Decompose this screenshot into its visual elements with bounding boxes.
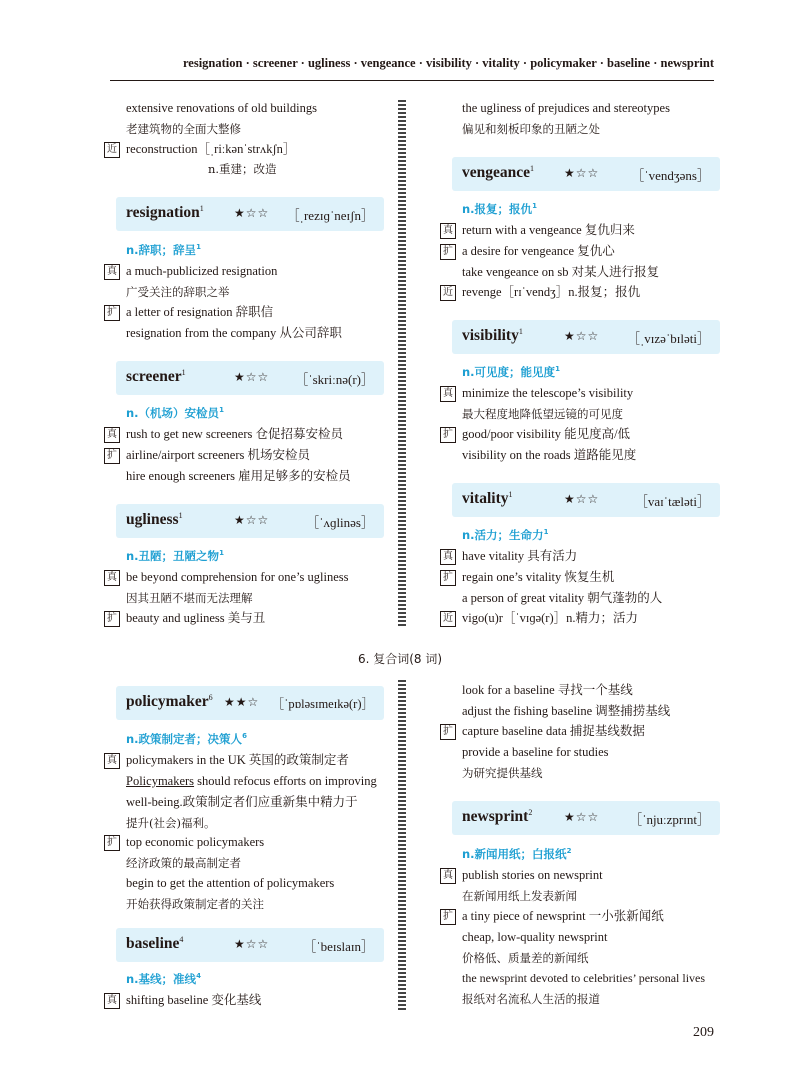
example-zh: 因其丑陋不堪而无法理解 [126,591,253,605]
header-rule [110,80,714,81]
tag-real: 真 [440,549,456,565]
headword: baseline$^4$ [126,935,184,953]
example-en: capture baseline data 捕捉基线数据 [462,724,645,738]
word-box-vengeance [452,157,720,191]
part-of-speech: n.（机场）安检员$^1$ [126,406,224,420]
tag-real: 真 [104,993,120,1009]
tag-extend: 扩 [440,909,456,925]
headword: ugliness$^1$ [126,511,183,529]
example-en: airline/airport screeners 机场安检员 [126,448,310,462]
example-en: adjust the fishing baseline 调整捕捞基线 [462,704,671,718]
word-box-newsprint [452,801,720,835]
example-zh: 老建筑物的全面大整修 [126,122,241,136]
headword: resignation$^1$ [126,204,204,222]
phonetic: ［ˌrezɪɡˈneɪʃn］ [286,208,374,223]
tag-extend: 扩 [440,244,456,260]
tag-real: 真 [104,753,120,769]
example-en: regain one’s vitality 恢复生机 [462,570,615,584]
frequency-stars: ★☆☆ [564,492,600,506]
example-zh: 偏见和刻板印象的丑陋之处 [462,122,600,136]
example-en: a tiny piece of newsprint 一小张新闻纸 [462,909,664,923]
phonetic: ［ˈvendʒəns］ [631,168,710,183]
example-en: a desire for vengeance 复仇心 [462,244,615,258]
example-en: top economic policymakers [126,835,265,849]
word-box-visibility [452,320,720,354]
column-divider-top [398,100,406,628]
headword: visibility$^1$ [462,327,523,345]
example-en: Policymakers should refocus efforts on improving [126,774,377,788]
phonetic: ［vaɪˈtæləti］ [634,494,710,509]
part-of-speech: n.基线；准线$^4$ [126,972,201,986]
example-en: extensive renovations of old buildings [126,101,317,115]
example-en: hire enough screeners 雇用足够多的安检员 [126,469,351,483]
word-box-screener [116,361,384,395]
part-of-speech: n.可见度；能见度$^1$ [462,365,560,379]
tag-extend: 扩 [440,724,456,740]
part-of-speech: n.政策制定者；决策人$^6$ [126,732,247,746]
tag-extend: 扩 [104,835,120,851]
example-zh: 开始获得政策制定者的关注 [126,897,264,911]
frequency-stars: ★☆☆ [564,329,600,343]
synonym-meaning: n.重建；改造 [208,162,277,176]
example-en: take vengeance on sb 对某人进行报复 [462,265,660,279]
example-en: visibility on the roads 道路能见度 [462,448,637,462]
phonetic: ［ˈpɒləsɪmeɪkə(r)］ [271,697,374,711]
example-en: be beyond comprehension for one’s ugliness [126,570,349,584]
example-en: policymakers in the UK 英国的政策制定者 [126,753,349,767]
example-en: resignation from the company 从公司辞职 [126,326,342,340]
example-zh: 经济政策的最高制定者 [126,856,241,870]
part-of-speech: n.辞职；辞呈$^1$ [126,243,201,257]
frequency-stars: ★☆☆ [564,810,600,824]
synonym: reconstruction［ˌriːkənˈstrʌkʃn］ [126,142,296,156]
example-en: shifting baseline 变化基线 [126,993,262,1007]
example-en: a letter of resignation 辞职信 [126,305,274,319]
headword: vengeance$^1$ [462,164,535,182]
example-zh: 价格低、质量差的新闻纸 [462,951,589,965]
tag-extend: 扩 [104,611,120,627]
example-en: cheap, low-quality newsprint [462,930,608,944]
frequency-stars: ★☆☆ [234,370,270,384]
frequency-stars: ★★☆ [224,695,260,709]
example-en: minimize the telescope’s visibility [462,386,634,400]
tag-synonym: 近 [104,142,120,158]
tag-extend: 扩 [440,427,456,443]
example-en: provide a baseline for studies [462,745,609,759]
example-en: rush to get new screeners 仓促招募安检员 [126,427,343,441]
synonym: revenge［rɪˈvendʒ］n.报复；报仇 [462,285,641,299]
phonetic: ［ˈskriːnə(r)］ [295,372,374,387]
word-box-policymaker [116,686,384,720]
headword: newsprint$^2$ [462,808,533,826]
part-of-speech: n.新闻用纸；白报纸$^2$ [462,847,572,861]
frequency-stars: ★☆☆ [564,166,600,180]
phonetic: ［ˈnjuːzprɪnt］ [629,812,710,827]
tag-real: 真 [440,868,456,884]
example-en: a much-publicized resignation [126,264,278,278]
tag-extend: 扩 [104,305,120,321]
phonetic: ［ˌvɪzəˈbɪləti］ [626,331,710,346]
headword: screener$^1$ [126,368,186,386]
example-zh: 广受关注的辞职之举 [126,285,230,299]
example-en: beauty and ugliness 美与丑 [126,611,266,625]
tag-real: 真 [104,570,120,586]
tag-synonym: 近 [440,285,456,301]
section-title: 6. 复合词(8 词) [357,652,443,666]
tag-extend: 扩 [104,448,120,464]
frequency-stars: ★☆☆ [234,513,270,527]
headword: policymaker$^6$ [126,693,213,711]
example-zh: 提升(社会)福利。 [126,816,216,830]
word-box-ugliness [116,504,384,538]
phonetic: ［ˈʌɡlinəs］ [306,515,374,530]
tag-extend: 扩 [440,570,456,586]
word-box-baseline [116,928,384,962]
example-en: publish stories on newsprint [462,868,603,882]
tag-synonym: 近 [440,611,456,627]
example-en: good/poor visibility 能见度高/低 [462,427,631,441]
word-box-resignation [116,197,384,231]
example-en: well-being.政策制定者们应重新集中精力于 [126,795,358,809]
synonym: vigo(u)r［ˈvɪɡə(r)］n.精力；活力 [462,611,639,625]
example-en: the ugliness of prejudices and stereotypes [462,101,670,115]
example-zh: 在新闻用纸上发表新闻 [462,889,577,903]
example-zh: 为研究提供基线 [462,766,543,780]
frequency-stars: ★☆☆ [234,206,270,220]
example-en: a person of great vitality 朝气蓬勃的人 [462,591,663,605]
headword: vitality$^1$ [462,490,513,508]
word-box-vitality [452,483,720,517]
frequency-stars: ★☆☆ [234,937,270,951]
example-en: return with a vengeance 复仇归来 [462,223,635,237]
part-of-speech: n.活力；生命力$^1$ [462,528,549,542]
example-en: look for a baseline 寻找一个基线 [462,683,633,697]
part-of-speech: n.报复；报仇$^1$ [462,202,537,216]
tag-real: 真 [104,427,120,443]
tag-real: 真 [104,264,120,280]
example-en: the newsprint devoted to celebrities’ personal lives [462,971,706,985]
phonetic: ［ˈbeɪslaɪn］ [303,939,374,954]
column-divider-bottom [398,680,406,1010]
example-zh: 最大程度地降低望远镜的可见度 [462,407,623,421]
page-number: 209 [693,1025,714,1040]
part-of-speech: n.丑陋；丑陋之物$^1$ [126,549,224,563]
example-en: begin to get the attention of policymakers [126,876,335,890]
example-zh: 报纸对名流私人生活的报道 [462,992,600,1006]
tag-real: 真 [440,386,456,402]
tag-real: 真 [440,223,456,239]
example-en: have vitality 具有活力 [462,549,578,563]
running-header: resignation · screener · ugliness · vengeance · visibility · vitality · policymaker · baseline · newsprint [182,56,714,70]
